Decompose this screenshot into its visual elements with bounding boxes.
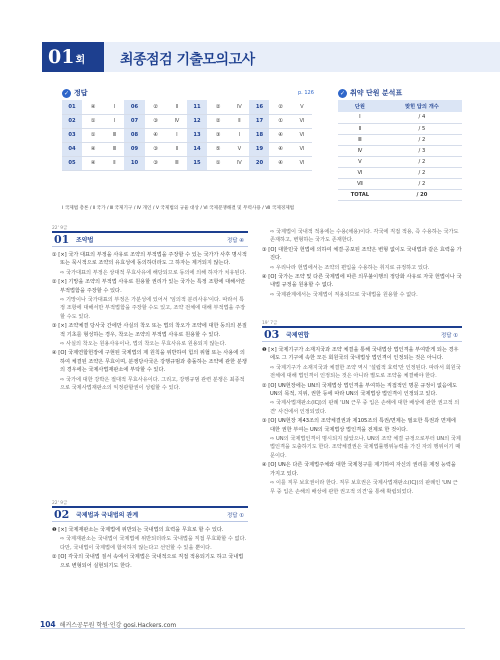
chapter-title: 최종점검 기출모의고사 (120, 52, 255, 68)
score-cell: / 5 (382, 123, 462, 134)
explanation-note: ⇨ 사실의 착오는 원용사유이나, 법의 착오는 무효사유로 원용되지 않는다. (60, 341, 227, 348)
question-number-cell: 16 (249, 100, 269, 114)
answer-cell: ④ (145, 128, 167, 142)
choice-statement: ④ [O] 국가는 조약 및 다른 국제법에 따른 의무불이행의 정당화 사유로 자국 헌법이나 국내법 규정을 원용할 수 없다. (262, 274, 462, 289)
unit-cell: Ⅰ (338, 112, 382, 123)
explanation-note: ⇨ 우리나라 헌법에서는 조약의 편입을 수용하는 취지로 규정하고 있다. (270, 264, 430, 271)
answer-cell: ① (269, 114, 291, 128)
analysis-row (338, 145, 462, 156)
score-cell: / 4 (382, 112, 462, 123)
chapter-number: 01회 (42, 42, 104, 72)
explanation-note: ⇨ 기망이나 국가대표의 부정은 가분성에 있어서 '임의적 분리사유'이다. 따라서 특정 조항에 대해서만 부적법함을 주장할 수도 있고, 조약 전체에 대해 부적법을 주장할 수도 있다. (60, 297, 246, 320)
answer-cell: ① (82, 114, 104, 128)
choice-statement: ③ [O] UN헌장 제43조의 조약체결권과 제105조의 특권/면제는 필요한 특권과 면제에 대한 권한 부여는 UN의 국제법상 법인격을 전제로 한 것이다. (262, 418, 456, 433)
unit-cell: Ⅱ (229, 114, 249, 128)
question-topic: 조약법 (76, 237, 94, 244)
choice-statement: ③ [×] 조약체결 당사국 간에만 사실의 착오 또는 법의 착오가 조약에 대한 동의의 본질적 기초를 형성하는 경우, 착오는 조약의 부적법 사유로 원용할 수 있다. (52, 323, 247, 338)
unit-cell: Ⅳ (167, 114, 187, 128)
unit-cell: Ⅰ (229, 128, 249, 142)
explanation-note: ⇨ 국가에 대한 강박은 절대적 무효사유이다. 그리고, 강행규범 관련 분쟁은 최종적으로 국제사법재판소의 익정관할권이 성립할 수 있다. (60, 376, 245, 392)
total-label: TOTAL (338, 189, 382, 200)
question-number-cell: 17 (249, 114, 269, 128)
choice-statement: ② [O] UN헌장에는 UN의 국제법상 법인격을 부여하는 직접적인 명문 규정이 없음에도 UN의 목적, 지위, 권한 등에 따라 UN의 국제법상 법인격이 인정되고 있다. (262, 382, 457, 398)
check-icon: ✓ (63, 89, 70, 97)
unit-cell: Ⅲ (104, 142, 124, 156)
level-label: 22' 9급 (52, 501, 68, 506)
answer-cell: ③ (145, 156, 167, 170)
question-header (52, 506, 248, 522)
answer-cell: ④ (82, 156, 104, 170)
question-02 (52, 500, 248, 571)
question-number-cell: 02 (62, 114, 82, 128)
level-label: 22' 9급 (52, 226, 68, 231)
answer-cell: ③ (145, 114, 167, 128)
choice-statement: ❶ [×] 국제기구가 소재지국과 조약 체결을 통해 국내법상 법인격을 부여받게 되는 경우에도 그 기구에 속한 모든 회원국의 국내법상 법인격이 인정되는 것은 아니다. (262, 347, 459, 362)
analysis-table (338, 100, 462, 201)
answer-cell: ⑤ (207, 142, 229, 156)
question-number: 03 (264, 328, 280, 341)
question-number-cell: 11 (187, 100, 207, 114)
unit-cell: Ⅱ (167, 142, 187, 156)
question-number-cell: 05 (62, 156, 82, 170)
answer-cell: ① (207, 156, 229, 170)
choice-statement: ④ [O] 국제연합헌장에 구현된 국제법의 제 원칙을 위반하여 힘의 위협 또는 사용에 의하여 체결된 조약은 무효이며, 분쟁당사국은 강행규범과 충돌하는 조약에 관한 분쟁의 경우에는 국제사법재판소에 부탁할 수 있다. (52, 350, 247, 374)
continued-explanation (262, 228, 462, 300)
explanation-note: ⇨ 국제관계에서는 국제법이 직용되므로 국내법을 원용할 수 없다. (270, 291, 418, 298)
footer-text: 해커스공무원 학원·인강 gosi.Hackers.com (59, 622, 177, 629)
unit-cell: Ⅳ (338, 145, 382, 156)
unit-cell: Ⅴ (229, 142, 249, 156)
unit-cell: Ⅰ (167, 128, 187, 142)
answer-row (62, 156, 312, 170)
analysis-header: 맞힌 답의 개수 (382, 100, 462, 112)
question-number-cell: 13 (187, 128, 207, 142)
answer-row (62, 100, 312, 114)
question-number-cell: 03 (62, 128, 82, 142)
unit-cell: Ⅲ (167, 156, 187, 170)
question-number-cell: 15 (187, 156, 207, 170)
question-number-cell: 19 (249, 142, 269, 156)
question-header (262, 326, 462, 342)
analysis-row (338, 112, 462, 123)
answer-cell: ④ (82, 142, 104, 156)
question-03 (262, 320, 462, 497)
question-header (52, 231, 248, 247)
question-01 (52, 225, 248, 394)
total-value: / 20 (382, 189, 462, 200)
level-label: 19' 7급 (262, 321, 278, 326)
page-reference: p. 126 (298, 90, 314, 96)
explanation-body (52, 526, 248, 570)
answer-cell: ④ (269, 128, 291, 142)
question-topic: 국제법과 국내법의 관계 (76, 512, 139, 519)
unit-cell: Ⅶ (338, 178, 382, 189)
question-topic: 국제연합 (286, 332, 310, 339)
unit-cell: Ⅲ (338, 134, 382, 145)
question-number-cell: 06 (124, 100, 144, 114)
unit-cell: Ⅳ (229, 100, 249, 114)
analysis-row (338, 178, 462, 189)
choice-statement: ④ [O] UN은 다른 국제법주체와 대한 국제청구를 제기하여 자신의 권리를 제정 능력을 가지고 있다. (262, 462, 456, 477)
question-number-cell: 14 (187, 142, 207, 156)
unit-cell: Ⅲ (104, 128, 124, 142)
unit-cell: Ⅵ (292, 114, 312, 128)
answer-row (62, 128, 312, 142)
question-number-cell: 18 (249, 128, 269, 142)
answer-cell: ② (269, 100, 291, 114)
question-number: 01 (54, 233, 70, 246)
answer-row (62, 114, 312, 128)
chapter-header-band (42, 42, 500, 72)
unit-cell: Ⅴ (338, 156, 382, 167)
score-cell: / 2 (382, 167, 462, 178)
answer-label: 정답 ① (441, 332, 458, 339)
analysis-row (338, 123, 462, 134)
question-number-cell: 09 (124, 142, 144, 156)
answer-row (62, 142, 312, 156)
question-number-cell: 04 (62, 142, 82, 156)
answer-cell: ② (207, 100, 229, 114)
answer-label: 정답 ④ (227, 237, 244, 244)
check-icon: ✓ (339, 89, 346, 97)
analysis-row (338, 156, 462, 167)
score-cell: / 2 (382, 178, 462, 189)
answers-heading: ✓ 정답 (63, 89, 88, 97)
unit-cell: Ⅵ (292, 128, 312, 142)
footer (40, 620, 176, 629)
unit-cell: Ⅰ (104, 114, 124, 128)
unit-cell: Ⅱ (167, 100, 187, 114)
explanation-note: ⇨ 국가대표의 부정은 상대적 무효사유에 해당되므로 동의에 의해 하자가 치유된다. (60, 269, 247, 276)
answer-label: 정답 ① (227, 512, 244, 519)
page-number: 104 (40, 620, 56, 629)
analysis-header: 단원 (338, 100, 382, 112)
choice-statement: ③ [O] 대한민국 헌법에 의하여 체결·공포된 조약은 변형 없이도 국내법과 같은 효력을 가진다. (262, 246, 462, 262)
answer-cell: ③ (207, 128, 229, 142)
unit-cell: Ⅱ (338, 123, 382, 134)
question-number-cell: 10 (124, 156, 144, 170)
analysis-heading: ✓ 취약 단원 분석표 (339, 89, 403, 97)
explanation-note: ⇨ 국제기구가 소재지국과 체결한 조약 역시 '설립적 효력'만 인정된다. 따라서 회원국 전체에 대해 법인격이 인정되는 것은 아니라 별도로 조약을 체결해야 한다. (270, 364, 461, 380)
choice-statement: ① [×] 국가 대표의 부정을 사유로 조약의 부적법을 주장할 수 있는 국가가 사후 명시적 또는 묵시적으로 조약의 유효성에 동의하더라도 그 하자는 제거되지 않는다. (52, 252, 247, 267)
analysis-row (338, 134, 462, 145)
explanation-note: ⇨ 이를 직무 보호권이라 한다. 직무 보호권은 국제사법재판소(ICJ)의 판례인 'UN 근무 중 입은 손해의 배상에 관한 권고적 의견'을 통해 확립되었다. (270, 480, 458, 495)
unit-cell: Ⅵ (292, 156, 312, 170)
score-cell: / 2 (382, 156, 462, 167)
analysis-row (338, 167, 462, 178)
question-number-cell: 12 (187, 114, 207, 128)
unit-cell: Ⅰ (104, 100, 124, 114)
explanation-note: ⇨ 국제법이 국내적 적용에는 수용(채용)이다. 각국에 직접 적용, 즉 수용하는 국가도 존재하고, 변형하는 국가도 존재한다. (270, 229, 459, 244)
explanation-body (52, 251, 248, 393)
explanation-note: ⇨ 국제재판소는 국내법이 국제법에 위반되더라도 국내법을 직접 무효화할 수 없다. 다만, 국내법이 국제법에 합치하지 않는다고 선언할 수 있을 뿐이다. (60, 536, 247, 551)
answer-table (62, 100, 312, 171)
answer-cell: ② (145, 100, 167, 114)
explanation-note: ⇨ UN의 국제법인격이 명시되지 않았으나, UN의 조약 체결 규정으로부터 UN의 국제법인격을 도출하기도 한다. 조약체결권은 국제법률행위능력을 가진 자의 행위이기 때문이다. (270, 436, 461, 459)
choice-statement: ② [O] 각국의 국내법 질서 속에서 국제법은 국내적으로 직접 적용되기도 하고 국내법으로 변형되어 실현되기도 한다. (52, 554, 244, 569)
unit-cell: Ⅵ (292, 142, 312, 156)
question-number-cell: 08 (124, 128, 144, 142)
explanation-body (262, 346, 462, 496)
unit-cell: Ⅴ (292, 100, 312, 114)
question-number-cell: 20 (249, 156, 269, 170)
explanation-note: ⇨ 국제사법재판소(ICJ)의 판례 'UN 근무 중 입은 손해에 대한 배상에 관한 권고적 의견' 사건에서 인정되었다. (270, 400, 460, 415)
unit-cell: Ⅱ (104, 156, 124, 170)
score-cell: / 3 (382, 145, 462, 156)
choice-statement: ❶ [×] 국제재판소는 국제법에 위반되는 국내법의 효력을 무효로 할 수 있다. (52, 527, 224, 533)
question-number-cell: 01 (62, 100, 82, 114)
unit-cell: Ⅵ (338, 167, 382, 178)
answer-cell: ④ (269, 156, 291, 170)
answer-cell: ① (82, 128, 104, 142)
choice-statement: ② [×] 기망을 조약의 부적법 사유로 원용할 권리가 있는 국가는 특정 조항에 대해서만 부적법함을 주장할 수 있다. (52, 279, 246, 294)
answer-cell: ② (207, 114, 229, 128)
question-number-cell: 07 (124, 114, 144, 128)
answer-cell: ④ (269, 142, 291, 156)
answer-cell: ③ (145, 142, 167, 156)
unit-legend: Ⅰ 국제법 총론 / Ⅱ 국가 / Ⅲ 국제기구 / Ⅳ 개인 / Ⅴ 국제법의 규율 대상 / Ⅵ 국제분쟁해결 및 무력사용 / Ⅶ 국제경제법 (62, 206, 295, 211)
score-cell: / 2 (382, 134, 462, 145)
unit-cell: Ⅳ (229, 156, 249, 170)
question-number: 02 (54, 508, 70, 521)
answer-cell: ④ (82, 100, 104, 114)
